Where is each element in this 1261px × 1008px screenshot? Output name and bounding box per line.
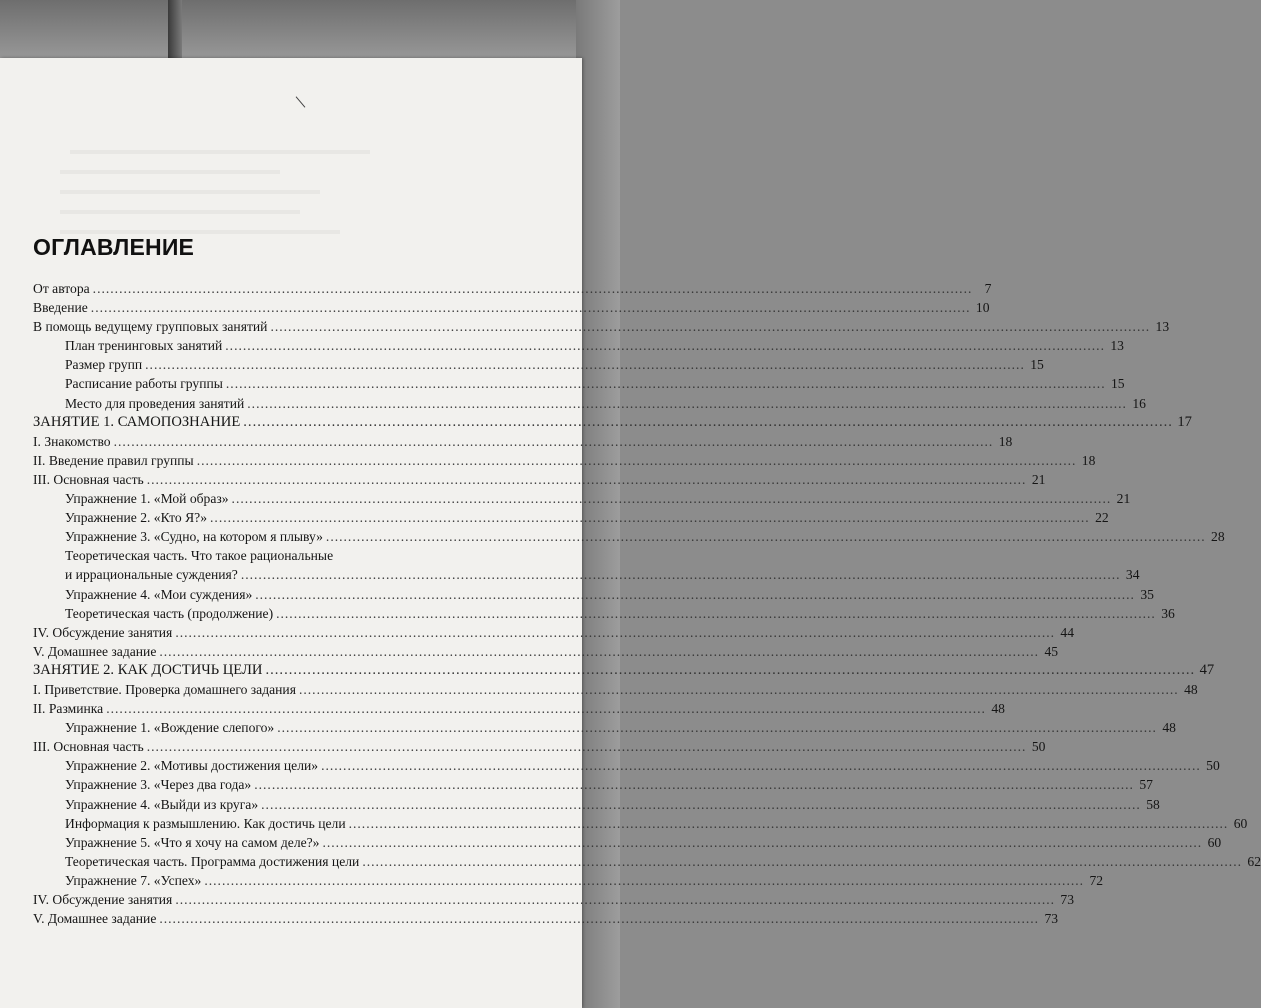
toc-entry[interactable] bbox=[33, 508, 1109, 527]
toc-page-number: 10 bbox=[975, 300, 990, 316]
dot-leader: ........................................................................................................................................................................................................ bbox=[325, 529, 1206, 545]
toc-entry-label: V. Домашнее задание bbox=[33, 643, 157, 659]
dot-leader: ........................................................................................................................................................................................................ bbox=[175, 892, 1056, 907]
dot-leader: ........................................................................................................................................................................................................ bbox=[321, 758, 1201, 774]
toc-entry[interactable] bbox=[33, 451, 1096, 470]
toc-page-number: 48 bbox=[1184, 681, 1198, 697]
toc-entry-label: От автора bbox=[33, 281, 90, 296]
dot-leader: ........................................................................................................................................................................................................ bbox=[247, 395, 1127, 411]
toc-entry-label: Расписание работы группы bbox=[65, 376, 223, 392]
toc-page-number: 18 bbox=[1081, 452, 1096, 468]
toc-entry[interactable] bbox=[33, 527, 1225, 546]
toc-entry[interactable] bbox=[33, 756, 1220, 775]
toc-entry-label: Упражнение 5. «Что я хочу на самом деле?» bbox=[65, 834, 320, 850]
dot-leader: ........................................................................................................................................................................................................ bbox=[146, 471, 1027, 487]
toc-entry[interactable] bbox=[33, 795, 1160, 814]
toc-page-number: 21 bbox=[1116, 491, 1131, 507]
toc-page-number: 36 bbox=[1161, 605, 1175, 621]
toc-page-number: 22 bbox=[1095, 510, 1109, 526]
toc-page-number: 62 bbox=[1247, 853, 1261, 869]
dot-leader: ........................................................................................................................................................................................................ bbox=[225, 376, 1106, 392]
toc-entry-label: Информация к размышлению. Как достичь цели bbox=[65, 815, 346, 831]
toc-page-number: 28 bbox=[1211, 529, 1225, 545]
dot-leader: ........................................................................................................................................................................................................ bbox=[243, 413, 1173, 430]
bleed-through bbox=[60, 170, 280, 174]
toc-page-number: 15 bbox=[1111, 376, 1125, 392]
dot-leader: ........................................................................................................................................................................................................ bbox=[145, 357, 1025, 373]
toc-entry-label: Упражнение 3. «Судно, на котором я плыву» bbox=[65, 529, 323, 545]
toc-entry[interactable] bbox=[33, 470, 1046, 489]
toc-page-number: 58 bbox=[1146, 796, 1160, 812]
bleed-through bbox=[70, 150, 370, 154]
toc-page-number: 72 bbox=[1089, 872, 1104, 888]
toc-entry-label: Теоретическая часть. Что такое рациональные bbox=[65, 548, 334, 564]
toc-entry[interactable] bbox=[33, 432, 1013, 451]
toc-page-number: 13 bbox=[1110, 338, 1124, 354]
toc-entry-label: Введение bbox=[33, 300, 88, 316]
toc-entry-label: Упражнение 2. «Мотивы достижения цели» bbox=[65, 758, 319, 774]
toc-entry-label: I. Знакомство bbox=[33, 433, 111, 449]
toc-page-number: 50 bbox=[1031, 739, 1046, 755]
dot-leader: ........................................................................................................................................................................................................ bbox=[276, 605, 1156, 621]
toc-entry[interactable] bbox=[33, 279, 992, 298]
toc-entry-label: II. Разминка bbox=[33, 701, 104, 717]
bleed-through bbox=[60, 190, 320, 194]
toc-page-number: 47 bbox=[1199, 661, 1215, 678]
toc-entry[interactable] bbox=[33, 833, 1222, 852]
toc-chapter-entry[interactable] bbox=[33, 413, 1192, 432]
toc-entry[interactable] bbox=[33, 680, 1198, 699]
dot-leader: ........................................................................................................................................................................................................ bbox=[225, 338, 1105, 354]
toc-entry[interactable] bbox=[33, 355, 1044, 374]
toc-entry[interactable] bbox=[33, 814, 1248, 833]
toc-page-number: 34 bbox=[1125, 567, 1140, 583]
toc-page-number: 73 bbox=[1044, 911, 1059, 927]
dot-leader: ........................................................................................................................................................................................................ bbox=[362, 853, 1242, 869]
dot-leader: ........................................................................................................................................................................................................ bbox=[159, 911, 1040, 927]
toc-entry-label: ЗАНЯТИЕ 1. САМОПОЗНАНИЕ bbox=[33, 413, 241, 430]
dot-leader: ........................................................................................................................................................................................................ bbox=[175, 624, 1056, 640]
toc-entry[interactable] bbox=[33, 909, 1059, 928]
dot-leader: ........................................................................................................................................................................................................ bbox=[255, 586, 1135, 602]
toc-page-number: 21 bbox=[1031, 471, 1046, 487]
toc-entry-label: Упражнение 4. «Выйди из круга» bbox=[65, 796, 259, 812]
dot-leader: ........................................................................................................................................................................................................ bbox=[204, 872, 1085, 888]
toc-entry-label: План тренинговых занятий bbox=[65, 338, 223, 354]
toc-page-number: 57 bbox=[1139, 777, 1153, 793]
toc-entry-label: Упражнение 1. «Вождение слепого» bbox=[65, 720, 275, 736]
toc-entry-label: Место для проведения занятий bbox=[65, 395, 245, 411]
toc-entry[interactable] bbox=[33, 699, 1005, 718]
toc-chapter-entry[interactable] bbox=[33, 661, 1215, 680]
toc-entry-label: IV. Обсуждение занятия bbox=[33, 624, 173, 640]
dot-leader: ........................................................................................................................................................................................................ bbox=[348, 815, 1229, 831]
toc-entry[interactable] bbox=[33, 565, 1140, 584]
toc-page-number: 7 bbox=[984, 281, 992, 296]
toc-entry-label: IV. Обсуждение занятия bbox=[33, 892, 173, 907]
toc-page-number: 16 bbox=[1132, 395, 1146, 411]
table-of-contents bbox=[33, 279, 1261, 928]
toc-entry-label: Упражнение 4. «Мои суждения» bbox=[65, 586, 253, 602]
toc-entry[interactable] bbox=[33, 871, 1104, 890]
toc-entry-label: Упражнение 3. «Через два года» bbox=[65, 777, 252, 793]
toc-page-number: 45 bbox=[1044, 643, 1059, 659]
toc-entry-label: Теоретическая часть (продолжение) bbox=[65, 605, 274, 621]
toc-entry-label: I. Приветствие. Проверка домашнего задания bbox=[33, 681, 296, 697]
toc-entry-label: III. Основная часть bbox=[33, 739, 144, 755]
toc-entry[interactable] bbox=[33, 737, 1046, 756]
toc-page-number: 60 bbox=[1207, 834, 1222, 850]
toc-entry-label: Размер групп bbox=[65, 357, 143, 373]
toc-entry[interactable] bbox=[33, 604, 1175, 623]
toc-entry[interactable] bbox=[33, 317, 1170, 336]
dot-leader: ........................................................................................................................................................................................................ bbox=[210, 510, 1090, 526]
toc-page-number: 13 bbox=[1155, 319, 1170, 335]
toc-page-number: 48 bbox=[1162, 720, 1176, 736]
dot-leader: ........................................................................................................................................................................................................ bbox=[254, 777, 1134, 793]
scanner-background bbox=[0, 0, 620, 62]
toc-entry[interactable] bbox=[33, 585, 1154, 604]
toc-entry[interactable] bbox=[33, 374, 1125, 393]
dot-leader: ........................................................................................................................................................................................................ bbox=[90, 300, 971, 316]
dot-leader: ........................................................................................................................................................................................................ bbox=[270, 319, 1151, 335]
toc-entry[interactable] bbox=[33, 890, 1075, 909]
bleed-through bbox=[60, 210, 300, 214]
dot-leader: ........................................................................................................................................................................................................ bbox=[265, 661, 1196, 678]
toc-page-number: 44 bbox=[1060, 624, 1075, 640]
dot-leader: ........................................................................................................................................................................................................ bbox=[196, 452, 1077, 468]
toc-entry-label: В помощь ведущему групповых занятий bbox=[33, 319, 268, 335]
toc-entry[interactable] bbox=[33, 489, 1131, 508]
dot-leader: ........................................................................................................................................................................................................ bbox=[113, 433, 994, 449]
toc-entry-label: Теоретическая часть. Программа достижения цели bbox=[65, 853, 360, 869]
dot-leader: ........................................................................................................................................................................................................ bbox=[106, 701, 986, 717]
toc-entry[interactable] bbox=[33, 336, 1124, 355]
toc-page-number: 17 bbox=[1177, 413, 1192, 430]
toc-entry[interactable] bbox=[33, 298, 990, 317]
toc-entry[interactable] bbox=[33, 546, 507, 565]
toc-entry-label: V. Домашнее задание bbox=[33, 911, 157, 927]
toc-page-number: 60 bbox=[1233, 815, 1248, 831]
dot-leader: ........................................................................................................................................................................................................ bbox=[298, 681, 1179, 697]
dot-leader: ........................................................................................................................................................................................................ bbox=[92, 281, 973, 296]
toc-entry[interactable] bbox=[33, 642, 1059, 661]
toc-entry[interactable] bbox=[33, 623, 1075, 642]
toc-entry-label: Упражнение 7. «Успех» bbox=[65, 872, 202, 888]
toc-page-number: 15 bbox=[1030, 357, 1044, 373]
toc-entry-label: и иррациональные суждения? bbox=[65, 567, 238, 583]
toc-entry-label: ЗАНЯТИЕ 2. КАК ДОСТИЧЬ ЦЕЛИ bbox=[33, 661, 263, 678]
toc-entry-label: II. Введение правил группы bbox=[33, 452, 194, 468]
toc-page-number: 18 bbox=[998, 433, 1013, 449]
toc-entry-label: III. Основная часть bbox=[33, 471, 144, 487]
dot-leader: ........................................................................................................................................................................................................ bbox=[277, 720, 1157, 736]
dot-leader: ........................................................................................................................................................................................................ bbox=[261, 796, 1141, 812]
toc-heading: ОГЛАВЛЕНИЕ bbox=[33, 234, 195, 260]
toc-entry[interactable] bbox=[33, 775, 1153, 794]
dot-leader: ........................................................................................................................................................................................................ bbox=[146, 739, 1027, 755]
toc-page-number: 50 bbox=[1206, 758, 1220, 774]
toc-page-number: 48 bbox=[991, 701, 1005, 717]
toc-entry-label: Упражнение 2. «Кто Я?» bbox=[65, 510, 208, 526]
toc-entry[interactable] bbox=[33, 394, 1146, 413]
toc-entry[interactable] bbox=[33, 852, 1261, 871]
toc-entry-label: Упражнение 1. «Мой образ» bbox=[65, 491, 229, 507]
dot-leader: ........................................................................................................................................................................................................ bbox=[240, 567, 1121, 583]
toc-page-number: 73 bbox=[1060, 892, 1075, 907]
toc-page-number: 35 bbox=[1140, 586, 1154, 602]
dot-leader: ........................................................................................................................................................................................................ bbox=[231, 491, 1112, 507]
dot-leader: ........................................................................................................................................................................................................ bbox=[322, 834, 1203, 850]
dot-leader: ........................................................................................................................................................................................................ bbox=[159, 643, 1040, 659]
toc-entry[interactable] bbox=[33, 718, 1176, 737]
